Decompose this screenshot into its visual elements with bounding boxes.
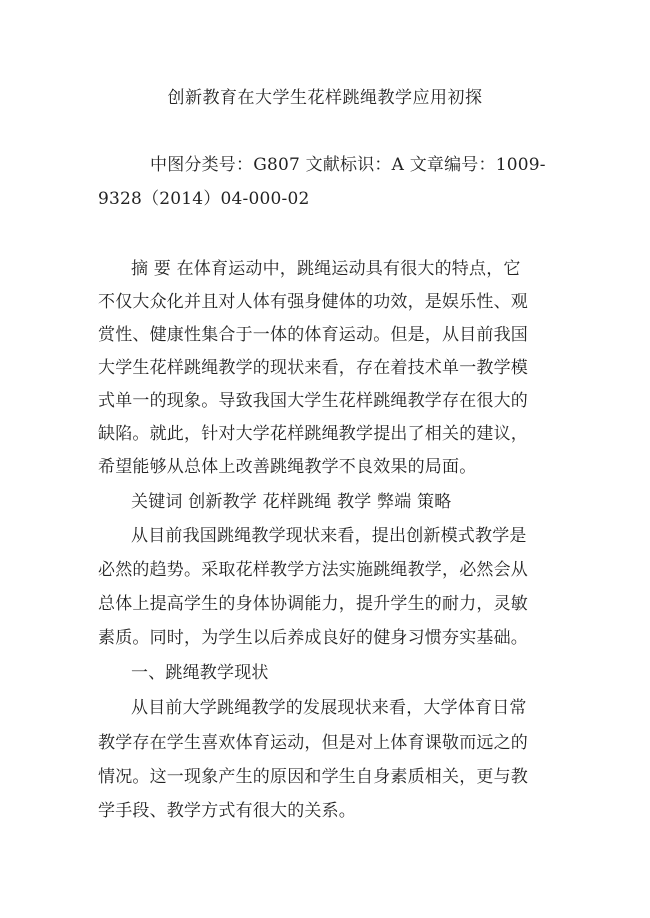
- intro-line: 必然的趋势。采取花样教学方法实施跳绳教学，必然会从: [98, 560, 528, 580]
- abstract-line: 赏性、健康性集合于一体的体育运动。但是，从目前我国: [98, 325, 528, 345]
- section-line: 教学存在学生喜欢体育运动，但是对上体育课敬而远之的: [98, 733, 528, 753]
- abstract-line: 不仅大众化并且对人体有强身健体的功效，是娱乐性、观: [98, 292, 528, 312]
- abstract-line: 希望能够从总体上改善跳绳教学不良效果的局面。: [98, 457, 477, 477]
- article-title: 创新教育在大学生花样跳绳教学应用初探: [167, 88, 483, 108]
- intro-line: 从目前我国跳绳教学现状来看，提出创新模式教学是: [131, 526, 527, 546]
- intro-line: 总体上提高学生的身体协调能力，提升学生的耐力，灵敏: [98, 594, 528, 614]
- classification-line-2: 9328（2014）04-000-02: [98, 189, 310, 209]
- abstract-line: 大学生花样跳绳教学的现状来看，存在着技术单一教学模: [98, 358, 528, 378]
- section-line: 学手段、教学方式有很大的关系。: [98, 801, 356, 821]
- abstract-line: 摘 要 在体育运动中，跳绳运动具有很大的特点，它: [131, 259, 521, 279]
- abstract-line: 式单一的现象。导致我国大学生花样跳绳教学存在很大的: [98, 391, 528, 411]
- intro-line: 素质。同时，为学生以后养成良好的健身习惯夯实基础。: [98, 628, 528, 648]
- section-line: 情况。这一现象产生的原因和学生自身素质相关，更与教: [98, 767, 528, 787]
- section-line: 从目前大学跳绳教学的发展现状来看，大学体育日常: [131, 698, 527, 718]
- abstract-line: 缺陷。就此，针对大学花样跳绳教学提出了相关的建议，: [98, 424, 528, 444]
- section-heading: 一、跳绳教学现状: [131, 663, 269, 683]
- keywords-line: 关键词 创新教学 花样跳绳 教学 弊端 策略: [131, 492, 452, 512]
- classification-line-1: 中图分类号：G807 文献标识：A 文章编号：1009-: [150, 155, 546, 175]
